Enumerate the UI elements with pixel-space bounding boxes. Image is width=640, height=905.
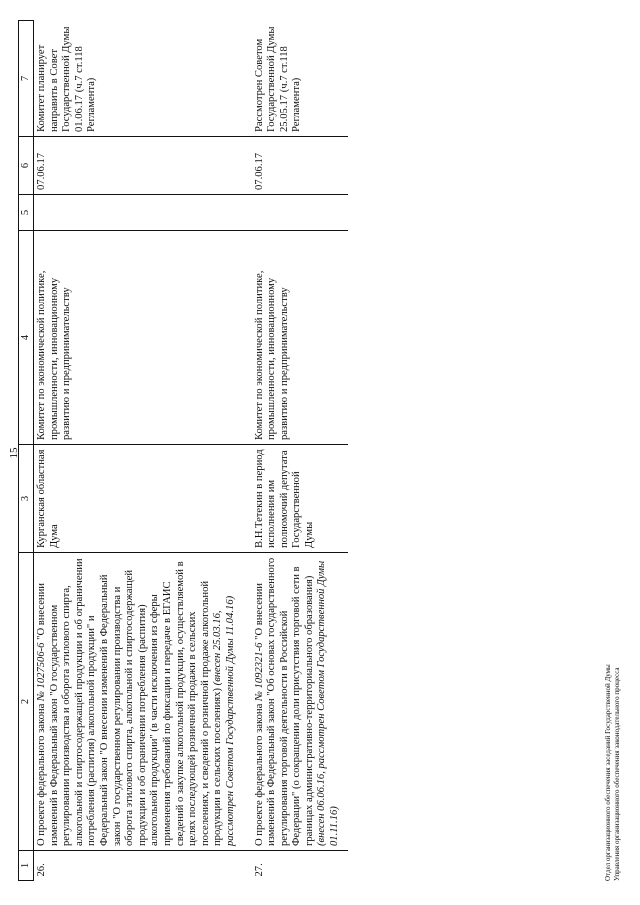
bill-number: № 1027506-6	[36, 642, 47, 702]
bill-title-prefix: О проекте федерального закона	[253, 701, 265, 846]
bill-description	[34, 553, 244, 851]
bill-description	[244, 553, 348, 851]
footer-line: Управления организационного обеспечения законодательного процесса	[612, 667, 621, 881]
bill-body: "О внесении изменений в Федеральный закон "Об основах государственного регулирования торговой деятельности в Российской Федерации" (о сокращении доли присутствия торговой сети в границах административно-территориального образования)	[253, 557, 315, 846]
table-row	[34, 21, 244, 881]
column-5-cell	[34, 195, 244, 231]
column-5-cell	[244, 195, 348, 231]
row-number: 27.	[253, 863, 265, 877]
column-header: 3	[19, 445, 34, 553]
status-cell: Рассмотрен Советом Государственной Думы 25.05.17 (ч.7 ст.118 Регламента)	[244, 21, 348, 137]
responsible-committee: Комитет по экономической политике, промышленности, инновационному развитию и предпринимательству	[34, 231, 244, 445]
row-number: 26.	[36, 863, 47, 877]
date-cell: 07.06.17	[244, 137, 348, 195]
column-header: 1	[19, 851, 34, 881]
page-number: 15	[8, 447, 20, 459]
footer	[604, 664, 621, 881]
footer-line: Отдел организационного обеспечения заседаний Государственной Думы	[604, 664, 612, 881]
bill-note: (внесен 06.06.16, рассмотрен Советом Государственной Думы 01.11.16)	[316, 560, 341, 846]
column-header: 7	[19, 21, 34, 137]
bill-body: "О внесении изменений в Федеральный закон "О государственном регулировании производства и оборота этилового спирта, алкогольной и спиртосодержащей продукции и об ограничении потребления (распития) алкогольной продукции" и Федеральный закон "О внесении изменений в Федеральный закон "О государственном регулировании производства и оборота этилового спирта, алкогольной и спиртосодержащей продукции и об ограничении потребления (распития) алкогольной продукции" (в части исключения из сферы применения требований по фиксации и передаче в ЕГАИС сведений о закупке алкогольной продукции, осуществляемой в целях последующей розничной продажи в сельских поселениях, и сведений о розничной продаже алкогольной продукции в сельских поселениях)	[36, 558, 224, 846]
date-cell: 07.06.17	[34, 137, 244, 195]
bill-number: № 1092321-6	[253, 642, 265, 702]
responsible-committee: Комитет по экономической политике, промышленности, инновационному развитию и предпринимательству	[244, 231, 348, 445]
column-header: 4	[19, 231, 34, 445]
bill-author: Курганская областная Дума	[34, 445, 244, 553]
bill-title-prefix: О проекте федерального закона	[36, 701, 47, 846]
column-number-header	[19, 21, 34, 881]
bill-author: В.Н.Тетекин в период исполнения им полномочий депутата Государственной Думы	[244, 445, 348, 553]
column-header: 2	[19, 553, 34, 851]
status-cell: Комитет планирует направить в Совет Государственной Думы 01.06.17 (ч.7 ст.118 Регламента)	[34, 21, 244, 137]
column-header: 6	[19, 137, 34, 195]
bills-table	[18, 20, 348, 881]
column-header: 5	[19, 195, 34, 231]
table-row	[244, 21, 348, 881]
bill-note: (внесен 25.03.16, рассмотрен Советом Государственной Думы 11.04.16)	[212, 595, 236, 846]
